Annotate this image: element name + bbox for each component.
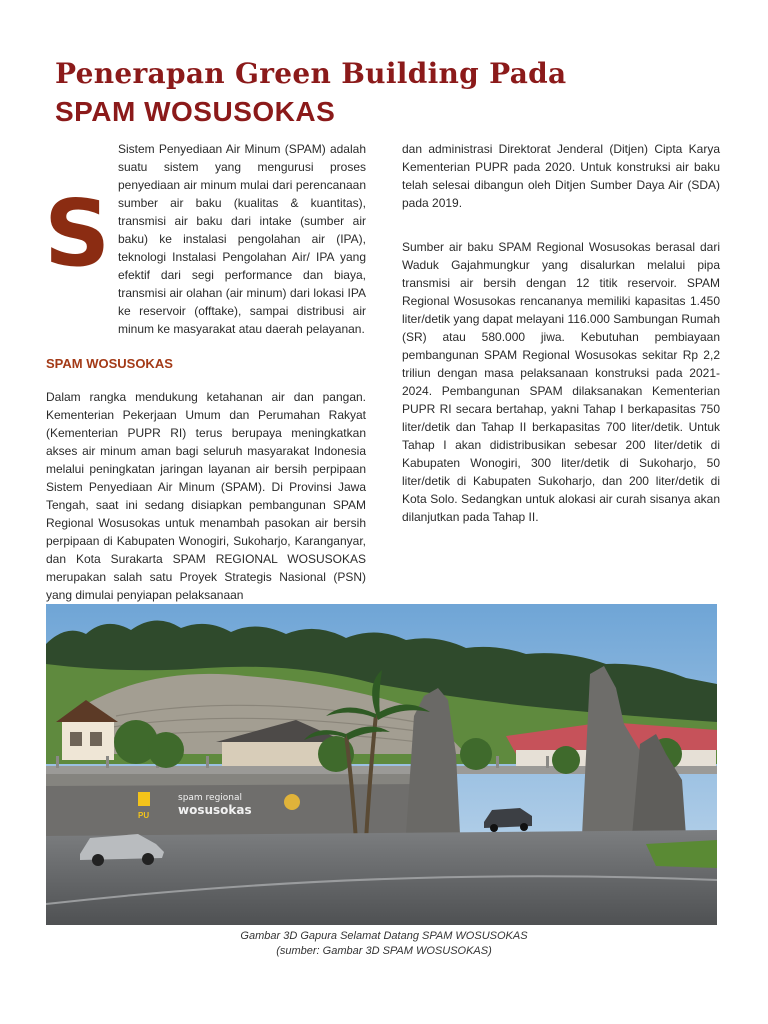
title-line-2: SPAM WOSUSOKAS <box>55 96 336 127</box>
gate-render-image <box>46 604 717 925</box>
right-paragraph-2: Sumber air baku SPAM Regional Wosusokas berasal dari Waduk Gajahmungkur yang disalurkan melalui pipa transmisi air bersih dengan 12 titik reservoir. SPAM Regional Wosusokas rencananya memiliki kapasitas 1.450 liter/detik yang dapat melayani 116.000 Sambungan Rumah (SR) atau 580.000 jiwa. Kebutuhan pembiayaan pembangunan SPAM Regional Wosusokas sekitar Rp 2,2 triliun dengan masa pelaksanaan konstruksi pada 2021-2024. Pembangunan SPAM dilaksanakan Kementerian PUPR RI secara bertahap, yakni Tahap I berkapasitas 750 liter/detik dan Tahap II berkapasitas 700 liter/detik. Untuk Tahap I akan didistribusikan sebesar 200 liter/detik di Kabupaten Wonogiri, 300 liter/detik di Sukoharjo, 50 liter/detik di Kabupaten Sukoharjo, dan 200 liter/detik di Kota Solo. Sedangkan untuk alokasi air curah sisanya akan dilanjutkan pada Tahap II. <box>402 240 720 524</box>
title-line-1: Penerapan Green Building Pada <box>55 57 567 90</box>
pu-logo <box>138 792 150 806</box>
intro-paragraph: Sistem Penyediaan Air Minum (SPAM) adalah suatu sistem yang mengurusi proses penyediaan air minum mulai dari perencanaan sumber air baku (kualitas & kuantitas), transmisi air baku dari intake (sumber air baku) ke instalasi pengolahan air (IPA), teknologi Instalasi Pengolahan Air/ IPA yang efektif dari segi performance dan biaya, transmisi air olahan (air minum) dari lokasi IPA ke reservoir (offtake), sampai distribusi air minum ke masyarakat atau daerah pelayanan. <box>118 142 366 336</box>
pu-logo-text: PU <box>138 811 150 820</box>
sign-line-2: wosusokas <box>178 803 252 817</box>
sign-line-1: spam regional <box>178 793 243 803</box>
caption-line-1: Gambar 3D Gapura Selamat Datang SPAM WOSUSOKAS <box>240 930 528 942</box>
drop-cap: S <box>44 180 111 287</box>
section-heading: SPAM WOSUSOKAS <box>46 356 173 371</box>
left-body-paragraph: Dalam rangka mendukung ketahanan air dan pangan. Kementerian Pekerjaan Umum dan Perumahan Rakyat (Kementerian PUPR RI) terus berupaya meningkatkan akses air minum aman bagi seluruh masyarakat Indonesia melalui peningkatan jaringan layanan air bersih perpipaan Sistem Penyediaan Air Minum (SPAM). Di Provinsi Jawa Tengah, saat ini sedang disiapkan pembangunan SPAM Regional Wosusokas untuk menambah pasokan air bersih perpipaan di Kabupaten Wonogiri, Sukoharjo, Karanganyar, dan Kota Surakarta SPAM REGIONAL WOSUSOKAS merupakan salah satu Proyek Strategis Nasional (PSN) yang dimulai penyiapan pelaksanaan <box>46 390 366 602</box>
image-caption <box>150 929 618 959</box>
right-paragraph-1: dan administrasi Direktorat Jenderal (Ditjen) Cipta Karya Kementerian PUPR pada 2020. Untuk konstruksi air baku telah selesai dibangun oleh Ditjen Sumber Daya Air (SDA) pada 2019. <box>402 142 720 210</box>
caption-line-2: (sumber: Gambar 3D SPAM WOSUSOKAS) <box>276 945 492 957</box>
regional-emblem <box>284 794 300 810</box>
article-title <box>55 56 735 132</box>
gate-illustration <box>46 604 717 925</box>
